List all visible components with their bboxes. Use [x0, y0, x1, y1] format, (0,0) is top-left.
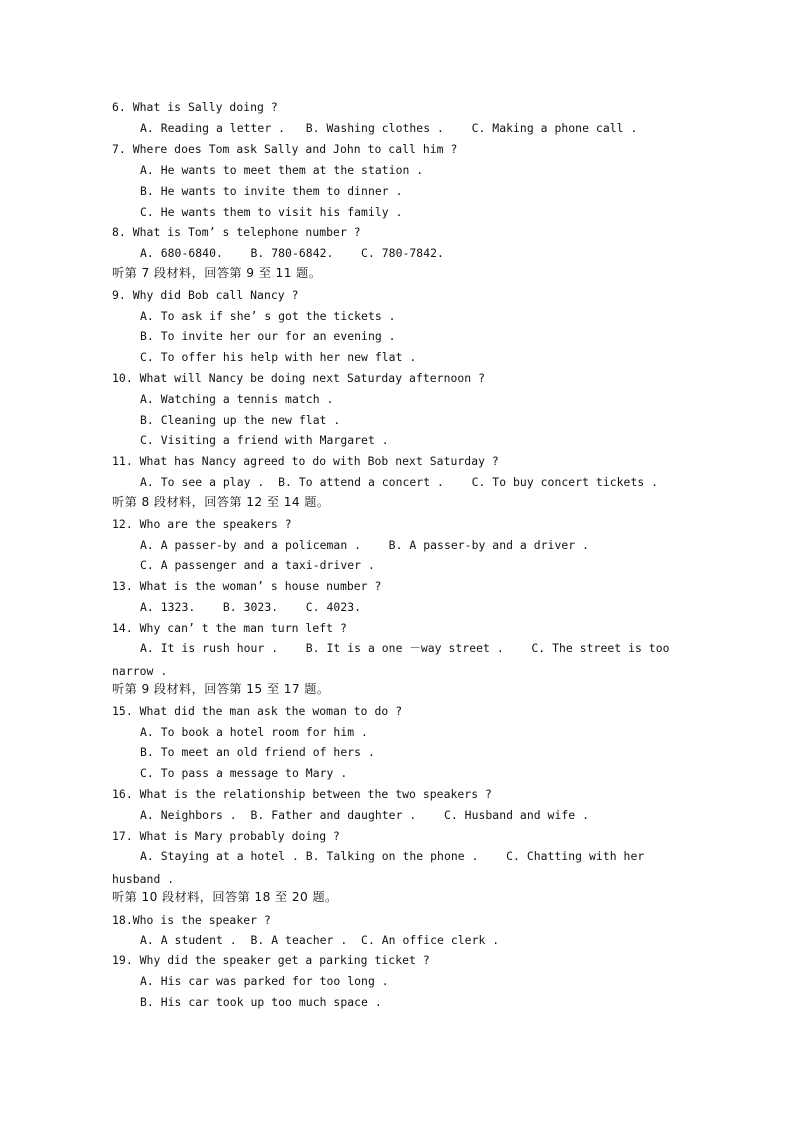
answer-options: A. Reading a letter . B. Washing clothes . C. Making a phone call .: [140, 121, 638, 135]
question-text: 19. Why did the speaker get a parking ticket ?: [112, 953, 430, 967]
question-text: 10. What will Nancy be doing next Saturday afternoon ?: [112, 371, 486, 385]
answer-option: C. A passenger and a taxi-driver .: [140, 558, 375, 572]
question-text: 8. What is Tom’ s telephone number ?: [112, 225, 361, 239]
answer-options: A. A student . B. A teacher . C. An office clerk .: [140, 933, 500, 947]
question-text: 9. Why did Bob call Nancy ?: [112, 288, 299, 302]
question-text: 11. What has Nancy agreed to do with Bob next Saturday ?: [112, 454, 499, 468]
answer-option: C. Visiting a friend with Margaret .: [140, 433, 389, 447]
question-text: 14. Why can’ t the man turn left ?: [112, 621, 347, 635]
answer-options: A. 1323. B. 3023. C. 4023.: [140, 600, 362, 614]
section-instruction: 听第 8 段材料，回答第 12 至 14 题。: [112, 495, 330, 509]
answer-option: B. To invite her our for an evening .: [140, 329, 396, 343]
answer-options: A. 680-6840. B. 780-6842. C. 780-7842.: [140, 246, 444, 260]
answer-options: A. Neighbors . B. Father and daughter . C. Husband and wife .: [140, 808, 590, 822]
section-instruction: 听第 7 段材料，回答第 9 至 11 题。: [112, 266, 322, 280]
answer-option: C. To offer his help with her new flat .: [140, 350, 417, 364]
section-instruction: 听第 9 段材料，回答第 15 至 17 题。: [112, 682, 330, 696]
answer-option: A. To book a hotel room for him .: [140, 725, 368, 739]
question-text: 16. What is the relationship between the two speakers ?: [112, 787, 492, 801]
answer-option: C. To pass a message to Mary .: [140, 766, 348, 780]
answer-option: B. To meet an old friend of hers .: [140, 745, 375, 759]
question-text: 15. What did the man ask the woman to do ?: [112, 704, 403, 718]
answer-option: B. His car took up too much space .: [140, 995, 382, 1009]
answer-option: C. He wants them to visit his family .: [140, 205, 403, 219]
answer-options: A. It is rush hour . B. It is a one －way street . C. The street is too: [140, 641, 670, 655]
answer-option: A. To ask if she’ s got the tickets .: [140, 309, 396, 323]
answer-option: A. His car was parked for too long .: [140, 974, 389, 988]
answer-options: A. Staying at a hotel . B. Talking on the phone . C. Chatting with her: [140, 849, 645, 863]
question-text: 12. Who are the speakers ?: [112, 517, 292, 531]
answer-option: B. Cleaning up the new flat .: [140, 413, 341, 427]
answer-options: A. A passer-by and a policeman . B. A passer-by and a driver .: [140, 538, 590, 552]
answer-option: A. He wants to meet them at the station .: [140, 163, 424, 177]
question-text: 6. What is Sally doing ?: [112, 100, 278, 114]
question-text: 7. Where does Tom ask Sally and John to call him ?: [112, 142, 458, 156]
question-text: 17. What is Mary probably doing ?: [112, 829, 340, 843]
option-continuation: husband .: [112, 872, 175, 886]
answer-option: B. He wants to invite them to dinner .: [140, 184, 403, 198]
question-text: 18.Who is the speaker ?: [112, 913, 271, 927]
section-instruction: 听第 10 段材料，回答第 18 至 20 题。: [112, 890, 338, 904]
question-text: 13. What is the woman’ s house number ?: [112, 579, 382, 593]
answer-options: A. To see a play . B. To attend a concert . C. To buy concert tickets .: [140, 475, 659, 489]
answer-option: A. Watching a tennis match .: [140, 392, 334, 406]
option-continuation: narrow .: [112, 664, 168, 678]
